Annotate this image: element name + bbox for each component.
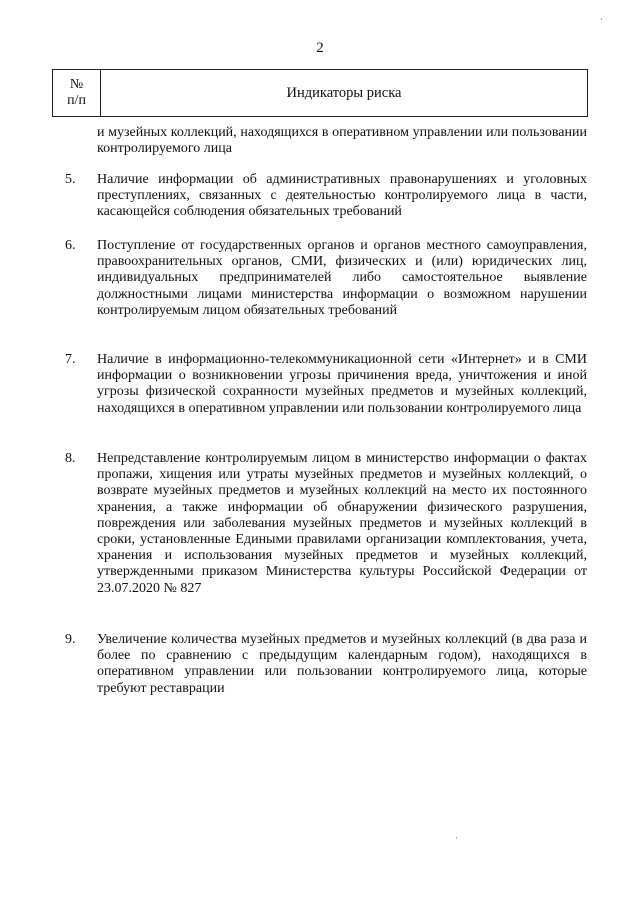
item-number: 5. xyxy=(65,172,76,187)
continuation-paragraph: и музейных коллекций, находящихся в оперативном управлении или пользовании контролируемого лица xyxy=(97,125,587,157)
item-text: Наличие информации об административных правонарушениях и уголовных преступлениях, связанных с деятельностью контролируемого лица в части, касающейся соблюдения обязательных требований xyxy=(97,172,587,220)
scan-speck: · xyxy=(455,833,458,843)
ordinal-abbrev: п/п xyxy=(67,93,86,108)
number-column-header xyxy=(53,70,101,116)
continuation-text xyxy=(97,125,587,157)
item-number: 9. xyxy=(65,632,76,647)
item-text: Наличие в информационно-телекоммуникационной сети «Интернет» и в СМИ информации о возникновении угрозы причинения вреда, уничтожения и иной угрозы физической сохранности музейных предметов и музейных коллекций, находящихся в оперативном управлении или пользовании контролируемого лица xyxy=(97,352,587,416)
item-number: 8. xyxy=(65,451,76,466)
risk-indicators-table-header xyxy=(52,69,588,117)
item-number: 6. xyxy=(65,238,76,253)
item-text: Поступление от государственных органов и органов местного самоуправления, правоохранительных органов, СМИ, физических и (или) юридических лиц, индивидуальных предпринимателей либо самостоятельное выявление должностными лицами министерства информации о возможном нарушении контролируемым лицом обязательных требований xyxy=(97,238,587,318)
indicators-column-header: Индикаторы риска xyxy=(286,84,402,101)
number-sign: № xyxy=(69,77,84,92)
item-number: 7. xyxy=(65,352,76,367)
page-number: 2 xyxy=(316,40,324,56)
item-text: Непредставление контролируемым лицом в министерство информации о фактах пропажи, хищения или утраты музейных предметов и музейных коллекций, о возврате музейных предметов и музейных коллекций на место их постоянного хранения, а также информации об обнаружении физического разрушения, повреждения или заболевания музейных предметов и музейных коллекций в сроки, установленные Едиными правилами организации комплектования, учета, хранения и использования музейных предметов и музейных коллекций, утвержденными приказом Министерства культуры Российской Федерации от 23.07.2020 № 827 xyxy=(97,451,587,596)
item-text: Увеличение количества музейных предметов и музейных коллекций (в два раза и более по сравнению с предыдущим календарным годом), находящихся в оперативном управлении или пользовании контролируемого лица, которые требуют реставрации xyxy=(97,632,587,696)
scan-speck: · xyxy=(600,14,603,24)
